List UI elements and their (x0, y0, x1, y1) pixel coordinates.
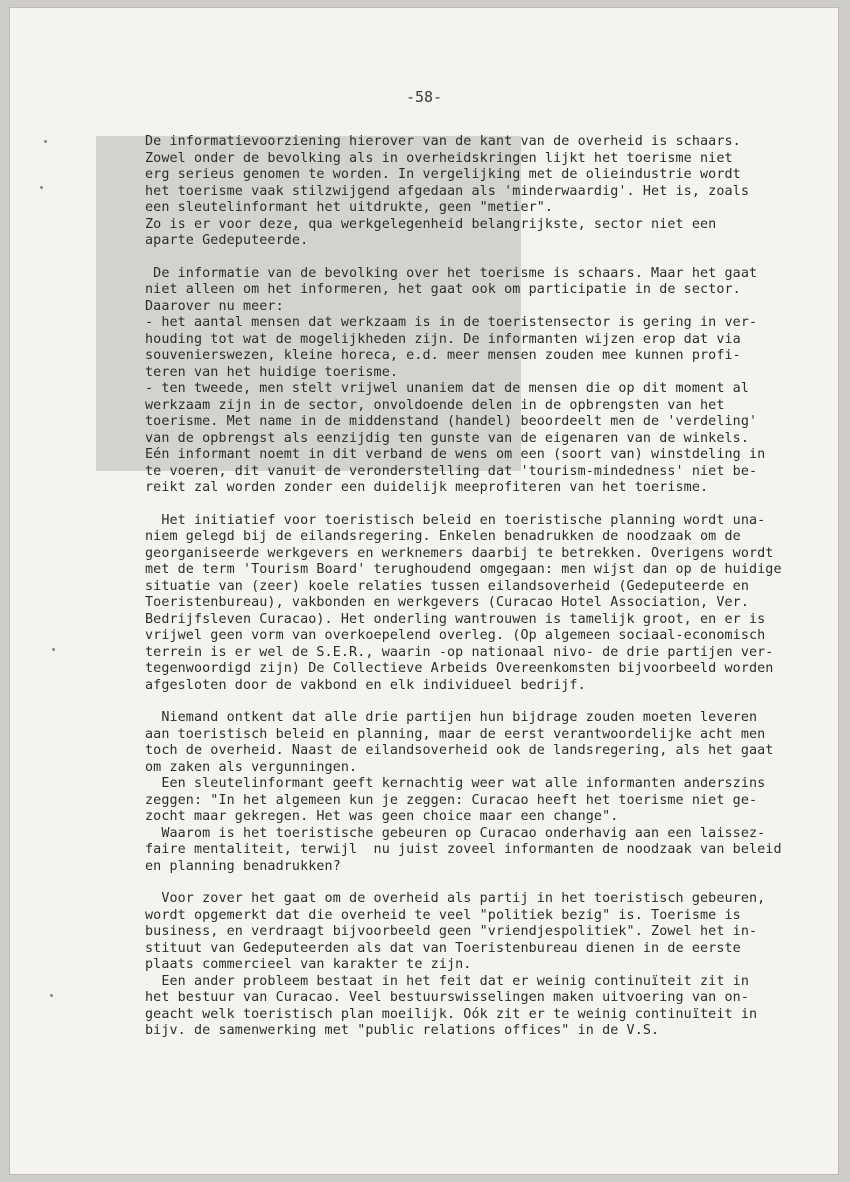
document-page (10, 8, 838, 1174)
text-line: De informatie van de bevolking over het toerisme is schaars. Maar het gaat (145, 265, 758, 281)
text-line: om zaken als vergunningen. (145, 759, 358, 775)
text-line: tegenwoordigd zijn) De Collectieve Arbeids Overeenkomsten bijvoorbeeld worden (145, 661, 774, 676)
text-line: - ten tweede, men stelt vrijwel unaniem dat de mensen die op dit moment al (145, 381, 749, 396)
text-line: Daarover nu meer: (145, 298, 284, 314)
paper-speck (44, 140, 47, 143)
text-line: werkzaam zijn in de sector, onvoldoende delen in de opbrengsten van het (145, 397, 725, 413)
text-line: met de term 'Tourism Board' terughoudend omgegaan: men wijst dan op de huidige (145, 562, 782, 577)
text-line: houding tot wat de mogelijkheden zijn. De informanten wijzen erop dat via (145, 331, 741, 347)
text-line: zeggen: "In het algemeen kun je zeggen: Curacao heeft het toerisme niet ge- (145, 792, 758, 808)
paper-speck (50, 994, 53, 997)
paragraph-5 (145, 891, 785, 1040)
text-line: Waarom is het toeristische gebeuren op Curacao onderhavig aan een laissez- (145, 825, 766, 841)
text-line: teren van het huidige toerisme. (145, 364, 399, 380)
text-line: te voeren, dit vanuit de veronderstelling dat 'tourism-mindedness' niet be- (145, 463, 758, 479)
text-line: Niemand ontkent dat alle drie partijen hun bijdrage zouden moeten leveren (145, 710, 758, 725)
text-line: wordt opgemerkt dat die overheid te veel "politiek bezig" is. Toerisme is (145, 907, 741, 923)
text-line: toch de overheid. Naast de eilandsoverheid ook de landsregering, als het gaat (145, 743, 774, 758)
text-line: Het initiatief voor toeristisch beleid en toeristische planning wordt una- (145, 512, 766, 528)
text-line: Voor zover het gaat om de overheid als partij in het toeristisch gebeuren, (145, 891, 766, 906)
text-line: Toeristenbureau), vakbonden en werkgevers (Curacao Hotel Association, Ver. (145, 595, 749, 610)
text-line: Een sleutelinformant geeft kernachtig weer wat alle informanten anderszins (145, 776, 766, 791)
text-line: geacht welk toeristisch plan moeilijk. Oók zit er te weinig continuïteit in (145, 1006, 758, 1022)
text-line: aan toeristisch beleid en planning, maar de eerst verantwoordelijke acht men (145, 726, 766, 742)
text-line: terrein is er wel de S.E.R., waarin -op nationaal nivo- de drie partijen ver- (145, 644, 774, 660)
text-line: toerisme. Met name in de middenstand (handel) beoordeelt men de 'verdeling' (145, 414, 758, 429)
text-line: niet alleen om het informeren, het gaat ook om participatie in de sector. (145, 282, 741, 297)
text-line: zocht maar gekregen. Het was geen choice maar een change". (145, 809, 619, 824)
text-line: - het aantal mensen dat werkzaam is in de toeristensector is gering in ver- (145, 315, 758, 330)
text-line: een sleutelinformant het uitdrukte, geen "metier". (145, 200, 554, 215)
text-line: Bedrijfsleven Curacao). Het onderling wantrouwen is tamelijk groot, en er is (145, 611, 766, 627)
text-line: stituut van Gedeputeerden als dat van Toeristenbureau dienen in de eerste (145, 940, 741, 956)
text-line: het toerisme vaak stilzwijgend afgedaan als 'minderwaardig'. Het is, zoals (145, 183, 749, 199)
paper-speck (52, 648, 55, 651)
text-line: faire mentaliteit, terwijl nu juist zoveel informanten de noodzaak van beleid (145, 842, 782, 857)
text-line: vrijwel geen vorm van overkoepelend overleg. (Op algemeen sociaal-economisch (145, 628, 766, 643)
text-line: De informatievoorziening hierover van de kant van de overheid is schaars. (145, 134, 741, 149)
text-line: situatie van (zeer) koele relaties tussen eilandsoverheid (Gedeputeerde en (145, 578, 749, 594)
text-line: en planning benadrukken? (145, 858, 341, 874)
text-line: plaats commercieel van karakter te zijn. (145, 957, 472, 972)
page-number: -58- (405, 88, 443, 106)
text-line: business, en verdraagt bijvoorbeeld geen "vriendjespolitiek". Zowel het in- (145, 924, 758, 939)
text-line: Een ander probleem bestaat in het feit dat er weinig continuïteit zit in (145, 973, 749, 989)
text-line: Eén informant noemt in dit verband de wens om een (soort van) winstdeling in (145, 447, 766, 462)
text-line: Zo is er voor deze, qua werkgelegenheid belangrijkste, sector niet een (145, 216, 717, 232)
text-line: niem gelegd bij de eilandsregering. Enkelen benadrukken de noodzaak om de (145, 529, 741, 544)
paragraph-2 (145, 266, 785, 497)
text-line: het bestuur van Curacao. Veel bestuurswisselingen maken uitvoering van on- (145, 990, 749, 1005)
text-line: georganiseerde werkgevers en werknemers daarbij te betrekken. Overigens wordt (145, 545, 774, 561)
paper-speck (40, 186, 43, 189)
paragraph-1 (145, 134, 785, 250)
text-line: van de opbrengst als eenzijdig ten gunste van de eigenaren van de winkels. (145, 430, 749, 446)
body-text (145, 134, 785, 1056)
text-line: bijv. de samenwerking met "public relations offices" in de V.S. (145, 1023, 660, 1038)
text-line: afgesloten door de vakbond en elk individueel bedrijf. (145, 677, 586, 693)
text-line: souvenierswezen, kleine horeca, e.d. meer mensen zouden mee kunnen profi- (145, 348, 741, 363)
text-line: erg serieus genomen te worden. In vergelijking met de olieindustrie wordt (145, 167, 741, 182)
text-line: reikt zal worden zonder een duidelijk meeprofiteren van het toerisme. (145, 480, 709, 495)
text-line: Zowel onder de bevolking als in overheidskringen lijkt het toerisme niet (145, 150, 733, 166)
text-line: aparte Gedeputeerde. (145, 233, 309, 248)
paragraph-4 (145, 710, 785, 875)
paragraph-3 (145, 513, 785, 695)
